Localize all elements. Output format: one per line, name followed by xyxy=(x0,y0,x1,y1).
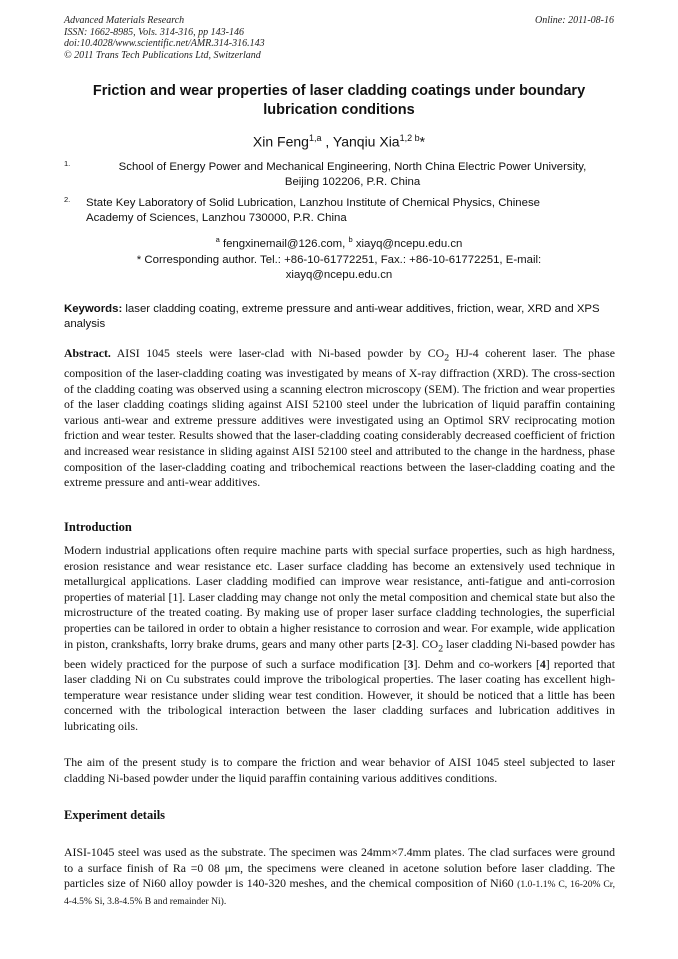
corresponding-email[interactable]: xiayq@ncepu.edu.cn xyxy=(285,269,393,281)
corresponding-star: * xyxy=(419,133,426,150)
keywords xyxy=(64,302,616,332)
email-address[interactable]: xiayq@ncepu.edu.cn xyxy=(355,237,463,250)
citation-link[interactable]: 2-3 xyxy=(396,636,412,651)
copyright-line: © 2011 Trans Tech Publications Ltd, Switzerland xyxy=(64,49,261,61)
citation-link[interactable]: 4 xyxy=(539,656,546,671)
author-affiliation-mark: 1,a xyxy=(308,133,322,143)
paragraph-text: ] reported that laser cladding Ni on Cu substrates could improve the tribological properties. The laser coating has excellent high-temperature wear resistance under sliding wear test condition. However, it should be noticed that a little has been concerned with the tribological interaction between the laser cladding surfaces and lubrication additives in lubricating oils. xyxy=(64,656,615,733)
paragraph-text: laser cladding Ni-based powder has been widely practiced for the purpose of such a surface modification [ xyxy=(64,636,615,671)
affiliation-line: Beijing 102206, P.R. China xyxy=(284,176,421,188)
affiliation xyxy=(64,196,619,226)
keywords-text: laser cladding coating, extreme pressure and anti-wear additives, friction, wear, XRD and XPS analysis xyxy=(64,303,600,330)
journal-name: Advanced Materials Research xyxy=(64,15,185,26)
issn-line: ISSN: 1662-8985, Vols. 314-316, pp 143-146 xyxy=(64,26,244,38)
online-date: Online: 2011-08-16 xyxy=(535,15,614,26)
corresponding-line: * Corresponding author. Tel.: +86-10-61772251, Fax.: +86-10-61772251, E-mail: xyxy=(136,254,542,266)
citation-link[interactable]: 3 xyxy=(407,656,414,671)
paragraph-text: ]. CO xyxy=(411,636,439,651)
introduction-paragraph xyxy=(64,543,615,734)
author-name: Xin Feng xyxy=(252,133,309,150)
author-emails xyxy=(64,232,614,252)
affiliation-line: State Key Laboratory of Solid Lubrication, Lanzhou Institute of Chemical Physics, Chinese xyxy=(86,197,540,209)
experiment-paragraph xyxy=(64,845,615,909)
author-affiliation-mark: 1,2 b xyxy=(399,133,420,143)
author-name: Yanqiu Xia xyxy=(332,133,400,150)
abstract-text: AISI 1045 steels were laser-clad with Ni-based powder by CO xyxy=(110,346,445,360)
affiliation-line: School of Energy Power and Mechanical Engineering, North China Electric Power University, xyxy=(118,161,587,173)
chemical-composition: (1.0-1.1% C, 16-20% Cr, 4-4.5% Si, 3.8-4.5% B and remainder Ni). xyxy=(64,879,615,907)
paragraph-text: Modern industrial applications often require machine parts with special surface properties, such as high hardness, erosion resistance and wear resistance etc. Laser surface cladding has become an extensively used technique in metallurgical applications. Laser cladding modified can improve wear resistance, anti-fatigue and anti-corrosion properties of material [1]. Laser cladding may change not only the metal composition and chemical state but also the microstructure of the treated coating. By making use of proper laser surface cladding technologies, the superficial properties can be tailored in order to obtain a higher resistance to corrosion and wear. For example, wide application in piston, crankshafts, lorry brake drums, gears and many other parts [ xyxy=(64,543,615,651)
author-list xyxy=(64,133,614,150)
affiliation-number: 1. xyxy=(64,159,71,168)
abstract-text: HJ-4 coherent laser. The phase composition of the laser-cladding coating was investigated by means of X-ray diffraction (XRD). The cross-section of the cladding coating was observed using a scanning electron microscopy (SEM). The friction and wear properties of the laser cladding coatings sliding against AISI 52100 steel under the lubrication of liquid paraffin containing various anti-wear and extreme pressure additives were investigated using an Optimol SRV reciprocating motion friction and wear tester. Results showed that the laser-cladding coating considerably decreased coefficient of friction and increased wear resistance in sliding against AISI 52100 steel and attributed to the change in the hardness, phase composition of the laser-cladding coating and tribochemical reactions between the laser-cladding coating and the extreme pressure and anti-wear additives. xyxy=(64,346,615,490)
section-heading-introduction: Introduction xyxy=(64,520,132,534)
journal-header xyxy=(64,15,265,61)
affiliation xyxy=(64,160,619,190)
title-line-2: lubrication conditions xyxy=(263,102,415,118)
paper-title xyxy=(50,82,628,120)
email-address[interactable]: fengxinemail@126.com, xyxy=(222,237,346,250)
keywords-label: Keywords: xyxy=(64,303,123,315)
section-heading-experiment: Experiment details xyxy=(64,808,166,822)
email-mark: b xyxy=(348,235,353,244)
corresponding-author xyxy=(64,253,614,283)
abstract-label: Abstract. xyxy=(64,346,111,360)
doi-line: doi:10.4028/www.scientific.net/AMR.314-316.143 xyxy=(64,38,265,49)
subscript: 2 xyxy=(438,642,444,654)
affiliation-line: Academy of Sciences, Lanzhou 730000, P.R. China xyxy=(86,212,347,224)
author-separator: , xyxy=(321,133,333,150)
paragraph-text: AISI-1045 steel was used as the substrate. The specimen was 24mm×7.4mm plates. The clad surfaces were ground to a surface finish of Ra =0 08 μm, the specimens were cleaned in acetone solution before laser cladding. The particles size of Ni60 alloy powder is 140-320 meshes, and the chemical composition of Ni60 xyxy=(64,845,615,891)
title-line-1: Friction and wear properties of laser cladding coatings under boundary xyxy=(92,83,586,99)
paragraph-text: ]. Dehm and co-workers [ xyxy=(413,656,540,671)
subscript: 2 xyxy=(444,352,450,364)
introduction-paragraph-2: The aim of the present study is to compare the friction and wear behavior of AISI 1045 steel subjected to laser cladding Ni-based powder under the liquid paraffin containing various additives conditions. xyxy=(64,755,615,785)
email-mark: a xyxy=(215,235,220,244)
affiliation-number: 2. xyxy=(64,195,71,204)
abstract xyxy=(64,346,615,491)
